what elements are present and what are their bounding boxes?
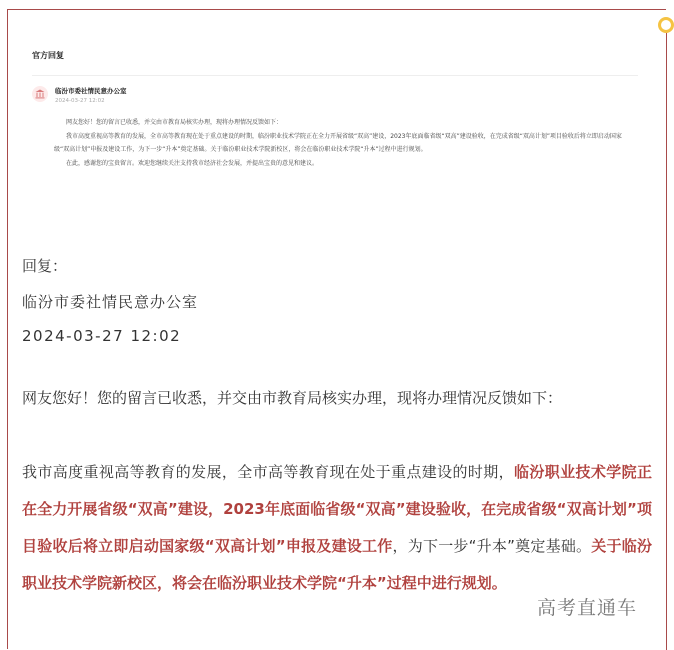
card-body <box>54 116 636 170</box>
watermark: 高考直通车 <box>537 597 638 619</box>
card-paragraph: 我市高度重视高等教育的发展，全市高等教育现在处于重点建设的时期，临汾职业技术学院正在全力开展省级“双高”建设，2023年底面临省级“双高”建设验收，在完成省级“双高计划”项目验收后将立即启动国家级“双高计划”申报及建设工作，为下一步“升本”奠定基础。关于临汾职业技术学院新校区，将会在临汾职业技术学院“升本”过程中进行规划。 <box>54 132 622 153</box>
card-divider <box>32 75 638 76</box>
ring-ornament-icon <box>658 17 674 33</box>
frame-right-border <box>666 30 667 650</box>
body-highlight: 关于临汾职业技术学院新校区，将会在临汾职业技术学院“升本”过程中进行规划。 <box>22 537 652 592</box>
reply-label: 回复： <box>22 257 68 275</box>
card-author: 临汾市委社情民意办公室 <box>55 87 127 95</box>
card-title: 官方回复 <box>32 51 64 60</box>
card-paragraph: 在此，感谢您的宝贵留言。欢迎您继续关注支持我市经济社会发展，并提出宝贵的意见和建议。 <box>66 159 319 167</box>
frame-top-border <box>7 9 666 10</box>
reply-timestamp: 2024-03-27 12:02 <box>22 327 182 345</box>
official-reply-card <box>20 40 650 200</box>
body-text: ，为下一步“升本”奠定基础。 <box>392 537 592 555</box>
body-text: 我市高度重视高等教育的发展，全市高等教育现在处于重点建设的时期， <box>22 463 514 481</box>
reply-greeting: 网友您好！您的留言已收悉，并交由市教育局核实办理，现将办理情况反馈如下： <box>22 389 563 407</box>
government-building-icon <box>32 86 48 102</box>
reply-body <box>22 454 652 602</box>
card-paragraph: 网友您好！您的留言已收悉，并交由市教育局核实办理，现将办理情况反馈如下： <box>66 119 283 126</box>
frame-left-border <box>7 9 8 649</box>
card-timestamp: 2024-03-27 12:02 <box>55 98 105 104</box>
reply-author: 临汾市委社情民意办公室 <box>22 293 199 311</box>
body-highlight: 临汾职业技术学院正在全力开展省级“双高”建设，2023年底面临省级“双高”建设验收，在完成省级“双高计划”项目验收后将立即启动国家级“双高计划”申报及建设工作 <box>22 463 652 555</box>
